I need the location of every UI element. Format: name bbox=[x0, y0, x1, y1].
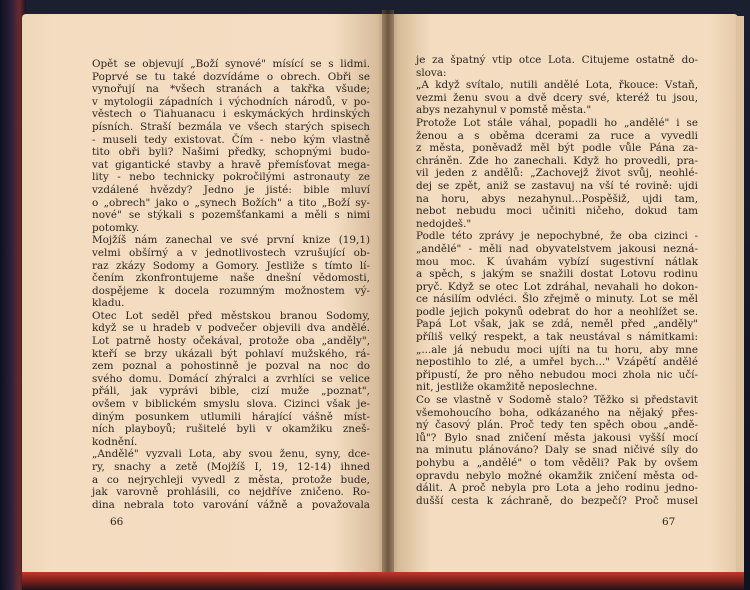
text-line: raz zkázy Sodomy a Gomory. Jestliže s tímto lí- bbox=[92, 259, 370, 272]
text-line: nepostihlo to zlé, a umřel bych..." Vzápětí andělé bbox=[416, 356, 698, 369]
text-line: nové" se stýkali s pozemšťankami a měli s nimi bbox=[92, 209, 370, 222]
text-line: nit, jestliže okamžitě neposlechne. bbox=[416, 381, 598, 394]
text-line: nedojdeš." bbox=[416, 217, 472, 230]
text-line: když se u hradeb v podvečer objevili dva andělé. bbox=[92, 322, 370, 335]
text-line: příliš velký respekt, a tak neustával s námitkami: bbox=[416, 331, 698, 344]
text-line: Protože Lot stále váhal, popadli ho „andělé" i se bbox=[416, 116, 698, 129]
text-line: ženou a s oběma dcerami za ruce a vyvedli bbox=[416, 129, 698, 142]
text-line: lů"? Bylo snad zničení města jakousi vyšší mocí bbox=[416, 431, 698, 444]
text-line: jak varovně prohlásili, co nejdříve zničeno. Ro- bbox=[92, 486, 370, 499]
text-line: přáli, jak vyprávi bible, cizí muže „poznat", bbox=[92, 385, 370, 398]
text-line: ce násilím odvléci. Šlo zřejmě o minuty. Lot se měl bbox=[416, 293, 698, 306]
text-line: na horu, abys nezahynul...Pospěšiž, ujdi tam, bbox=[416, 192, 698, 205]
text-line: vezmi ženu svou a dvě dcery své, kteréž tu jsou, bbox=[416, 91, 698, 104]
text-line: ry, snachy a zetě (Mojžíš I, 19, 12-14) ihned bbox=[92, 461, 370, 473]
text-line: vil jeden z andělů: „Zachovejž život svůj, neohlé- bbox=[416, 167, 698, 180]
text-line: dej se zpět, aniž se zastavuj na vší té rovině: ujdi bbox=[416, 179, 698, 192]
left-page-text bbox=[92, 58, 370, 511]
text-line: věstech o Tiahuanacu i eskymáckých hrdinských bbox=[92, 108, 370, 121]
text-line: Papá Lot však, jak se zdá, neměl před „anděly" bbox=[416, 318, 698, 331]
text-line: vynořují na *všech stranách a takřka všude; bbox=[92, 83, 370, 96]
text-line: vat gigantické stavby a hravě přemísťovat mega- bbox=[92, 158, 370, 171]
text-line: nebot nebudu moci učiniti ničeho, dokud tam bbox=[416, 205, 698, 218]
text-line: ních playboyů; rušitelé byli v okamžiku zneš- bbox=[92, 423, 370, 436]
text-line: je za špatný vtip otce Lota. Citujeme ostatně do- bbox=[416, 54, 698, 66]
text-line: podle jejich pokynů odebrat do hor a neohlížet se. bbox=[416, 305, 698, 318]
text-line: slova: bbox=[416, 66, 447, 79]
text-line: „A když svítalo, nutili andělé Lota, řkouce: Vstaň, bbox=[416, 79, 698, 92]
text-line: „...ale já nebudu moci ujíti na tu horu, aby mne bbox=[416, 343, 698, 356]
text-line: čením zkonfrontujeme naše dnešní vědomosti, bbox=[92, 272, 370, 285]
text-line: Lot patrně hosty očekával, protože oba „anděly", bbox=[92, 335, 370, 348]
text-line: diným posunkem utlumili hárající vášně míst- bbox=[92, 410, 370, 423]
text-line: velmi obšírný a v jednotlivostech vzrušující ob- bbox=[92, 246, 370, 259]
text-line: o „obrech" jako o „synech Božích" a tito „Boží sy- bbox=[92, 196, 370, 209]
text-line: Opět se objevují „Boží synové" mísící se s lidmi. bbox=[92, 58, 370, 70]
text-line: „andělé" - měli nad obyvatelstvem jakousi nezná- bbox=[416, 242, 698, 255]
text-line: Co se vlastně v Sodomě stalo? Těžko si představit bbox=[416, 394, 698, 407]
text-line: mou moc. K úvahám vybízí sugestivní nátlak bbox=[416, 255, 698, 268]
text-line: dospějeme k docela rozumným možnostem vý- bbox=[92, 284, 370, 297]
text-line: pryč. Když se otec Lot zdráhal, nevahali ho dokon- bbox=[416, 280, 698, 293]
text-line: chráněn. Zde ho zanechali. Když ho provedli, pra- bbox=[416, 154, 698, 167]
text-line: písních. Straší bezmála ve všech starých spisech bbox=[92, 120, 370, 133]
right-page bbox=[388, 14, 738, 574]
text-line: Poprvé se tu také dozvídáme o obrech. Obři se bbox=[92, 70, 370, 83]
book-bottom-edge bbox=[22, 572, 744, 590]
text-line: Mojžíš nám zanechal ve své první knize (19,1) bbox=[92, 234, 370, 247]
text-line: - museli tedy existovat. Čím - nebo kým vlastně bbox=[92, 133, 370, 146]
text-line: dina nebrala toto varování vážně a považovala bbox=[92, 498, 370, 511]
text-line: potomky. bbox=[92, 221, 140, 234]
text-line: lity - nebo technicky pokročilými astronauty ze bbox=[92, 171, 370, 184]
right-page-text bbox=[416, 54, 698, 507]
text-line: všemohoucího boha, odkázaného na nějaký přes- bbox=[416, 406, 698, 419]
page-edges bbox=[736, 16, 744, 572]
left-page-number: 66 bbox=[110, 516, 124, 528]
text-line: připustí, že pro něho nebudou moci zhola nic učí- bbox=[416, 368, 698, 381]
text-line: kladu. bbox=[92, 297, 125, 310]
text-line: dušší cesta k záchraně, do bezpečí? Proč musel bbox=[416, 494, 698, 507]
text-line: Podle této zprávy je nepochybné, že oba cizinci - bbox=[416, 230, 698, 243]
text-line: v mytologii západních i východních národů, v po- bbox=[92, 95, 370, 108]
text-line: zem poznal a pohostinně je pozval na noc do bbox=[92, 360, 370, 373]
right-page-number: 67 bbox=[662, 516, 676, 528]
text-line: a co nejrychleji vyvedl z města, protože bude, bbox=[92, 473, 370, 486]
text-line: dálit. A proč nebyla pro Lota a jeho rodinu jedno- bbox=[416, 482, 698, 495]
left-page bbox=[22, 14, 388, 574]
text-line: pohybu a „andělé" o tom věděli? Pak by ovšem bbox=[416, 457, 698, 469]
book-gutter bbox=[382, 10, 394, 580]
text-line: svého domu. Domácí zhýralci a zvrhlíci se velice bbox=[92, 372, 370, 385]
text-line: z města, poněvadž měl být podle vůle Pána za- bbox=[416, 142, 698, 155]
text-line: vzdálené hvězdy? Jedno je jisté: bible mluví bbox=[92, 183, 370, 196]
text-line: kodnění. bbox=[92, 435, 138, 448]
text-line: abys nezahynul v pomstě města." bbox=[416, 104, 592, 117]
text-line: na minutu plánováno? Daly se snad ničivé síly do bbox=[416, 444, 698, 457]
text-line: Otec Lot seděl před městskou branou Sodomy, bbox=[92, 309, 370, 322]
text-line: a spěch, s jakým se snažili dostat Lotovu rodinu bbox=[416, 268, 698, 281]
text-line: „Andělé" vyzvali Lota, aby svou ženu, syny, dce- bbox=[92, 448, 370, 461]
text-line: ný časový plán. Proč tedy ten spěch obou „andě- bbox=[416, 419, 698, 432]
text-line: kteří se brzy ukázali být pohlaví mužského, rá- bbox=[92, 347, 370, 360]
text-line: opravdu nebylo možné okamžik zničení města od- bbox=[416, 469, 698, 482]
text-line: ovšem v biblickém smyslu slova. Cizinci však je- bbox=[92, 398, 370, 411]
text-line: tito obři byli? Našimi předky, schopnými budo- bbox=[92, 146, 370, 159]
